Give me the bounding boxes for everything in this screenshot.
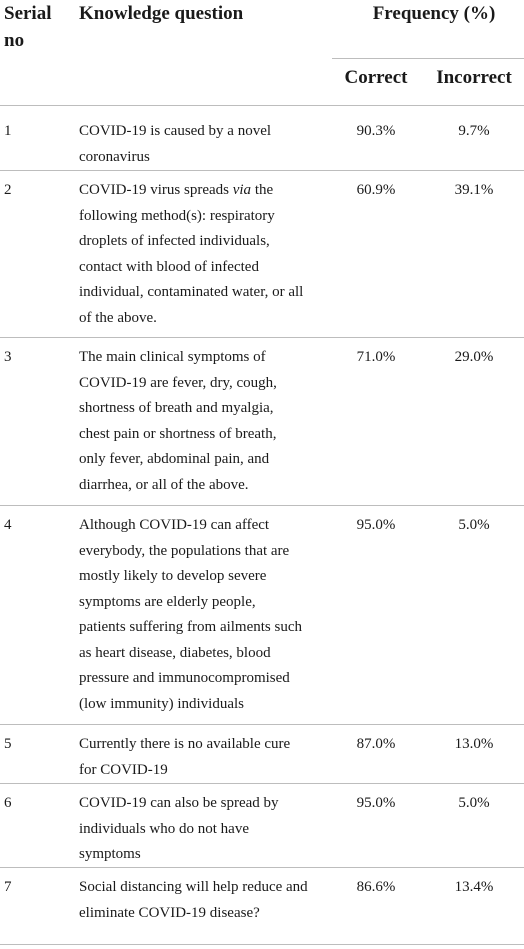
question-line: following method(s): respiratory <box>79 207 275 224</box>
row-correct: 95.0% <box>356 517 396 533</box>
row-correct: 95.0% <box>356 795 396 811</box>
header-frequency: Frequency (%) <box>372 3 496 24</box>
header-question: Knowledge question <box>79 3 244 24</box>
row-incorrect: 5.0% <box>458 517 490 533</box>
row-question <box>79 178 329 331</box>
row-serial: 3 <box>4 349 12 365</box>
header-serial-line2: no <box>4 30 25 51</box>
header-divider <box>0 105 524 106</box>
question-line: coronavirus <box>79 148 150 165</box>
frequency-divider <box>332 58 524 59</box>
row-incorrect: 13.4% <box>454 879 494 895</box>
row-incorrect: 9.7% <box>458 123 490 139</box>
row-question <box>79 732 329 783</box>
question-line: everybody, the populations that are <box>79 542 290 559</box>
row-divider <box>0 867 524 868</box>
row-divider <box>0 170 524 171</box>
question-line: droplets of infected individuals, <box>79 233 270 249</box>
question-line: COVID-19 is caused by a novel <box>79 123 272 139</box>
row-incorrect: 29.0% <box>454 349 494 365</box>
question-line: individuals who do not have <box>79 820 249 837</box>
row-incorrect: 5.0% <box>458 795 490 811</box>
row-question <box>79 875 329 926</box>
row-correct: 86.6% <box>356 879 396 895</box>
header-serial <box>4 0 52 54</box>
row-divider <box>0 505 524 506</box>
header-incorrect: Incorrect <box>436 67 512 88</box>
question-line: Although COVID-19 can affect <box>79 517 270 533</box>
question-line: patients suffering from ailments such <box>79 619 303 635</box>
bottom-divider <box>0 944 524 945</box>
question-line: The main clinical symptoms of <box>79 349 266 365</box>
row-serial: 6 <box>4 795 12 811</box>
header-serial-line1: Serial <box>4 3 52 24</box>
row-serial: 1 <box>4 123 12 139</box>
row-correct: 87.0% <box>356 736 396 752</box>
row-question <box>79 345 329 498</box>
question-line: COVID-19 can also be spread by <box>79 795 279 811</box>
header-correct: Correct <box>344 67 408 88</box>
row-divider <box>0 783 524 784</box>
row-serial: 4 <box>4 517 12 533</box>
row-divider <box>0 337 524 338</box>
question-line: mostly likely to develop severe <box>79 568 267 584</box>
question-line: symptoms <box>79 846 141 862</box>
row-correct: 71.0% <box>356 349 396 365</box>
question-line: shortness of breath and myalgia, <box>79 400 274 416</box>
row-divider <box>0 724 524 725</box>
question-line: contact with blood of infected <box>79 258 259 275</box>
question-line: diarrhea, or all of the above. <box>79 476 249 493</box>
row-correct: 90.3% <box>356 123 396 139</box>
question-line: only fever, abdominal pain, and <box>79 451 270 467</box>
row-question <box>79 513 329 717</box>
row-question <box>79 791 329 868</box>
question-line: pressure and immunocompromised <box>79 670 290 686</box>
row-incorrect: 39.1% <box>454 182 494 198</box>
question-line: chest pain or shortness of breath, <box>79 425 277 442</box>
question-line: of the above. <box>79 309 157 326</box>
question-line: COVID-19 virus spreads via the <box>79 182 274 198</box>
question-line: individual, contaminated water, or all <box>79 284 304 300</box>
question-line: COVID-19 are fever, dry, cough, <box>79 374 277 391</box>
question-line: Currently there is no available cure <box>79 736 291 752</box>
row-incorrect: 13.0% <box>454 736 494 752</box>
row-question <box>79 119 329 170</box>
row-correct: 60.9% <box>356 182 396 198</box>
question-line: for COVID-19 <box>79 761 168 778</box>
question-line: (low immunity) individuals <box>79 695 244 712</box>
row-serial: 5 <box>4 736 12 752</box>
question-line: eliminate COVID-19 disease? <box>79 904 260 921</box>
question-line: as heart disease, diabetes, blood <box>79 644 271 661</box>
question-line: symptoms are elderly people, <box>79 593 256 610</box>
row-serial: 2 <box>4 182 12 198</box>
row-serial: 7 <box>4 879 12 895</box>
question-line: Social distancing will help reduce and <box>79 879 308 895</box>
